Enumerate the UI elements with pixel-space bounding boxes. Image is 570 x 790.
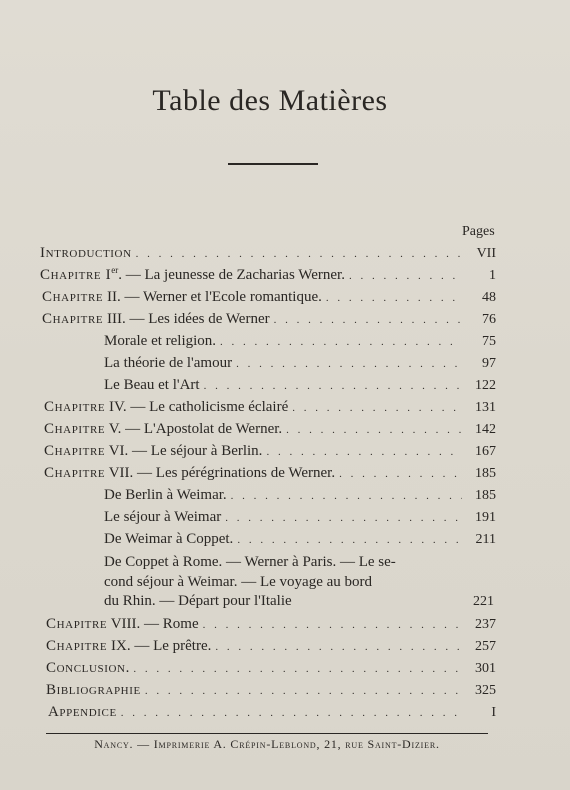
toc-entry-label [48,704,117,721]
toc-subentry [104,531,496,551]
toc-entry [44,443,496,463]
leader-dots [266,446,462,458]
toc-entry-text: Le séjour à Weimar [104,509,222,525]
pages-column-heading: Pages [462,224,495,239]
toc-entry-prefix: Chapitre [44,421,106,437]
toc-entry-prefix: Chapitre [42,311,104,327]
toc-entry-page: 76 [482,312,496,327]
toc-entry [40,245,496,265]
toc-entry-page: 237 [475,617,496,632]
toc-entry-text: . — La jeunesse de Zacharias Werner. [118,267,345,283]
toc-entry-label [44,465,335,482]
toc-line [104,592,494,612]
toc-line-text: du Rhin. — Départ pour l'Italie [104,593,292,609]
toc-entry-prefix: Chapitre [46,616,108,632]
toc-entry-page: 185 [475,466,496,481]
toc-line-text: cond séjour à Weimar. — Le voyage au bord [104,573,373,590]
toc-entry-page: 185 [475,488,496,503]
toc-entry [42,289,496,309]
toc-entry-text: Le Beau et l'Art [104,377,200,393]
toc-entry-page: 122 [475,378,496,393]
toc-entry-text: VIII. — Rome [107,616,199,632]
toc-entry-page: 325 [475,683,496,698]
toc-entry-prefix: Introduction [40,245,132,261]
toc-entry-text: De Berlin à Weimar. [104,487,227,503]
toc-line-text: De Coppet à Rome. — Werner à Paris. — Le se- [104,554,396,570]
toc-entry-sup: er [111,265,119,275]
leader-dots [349,270,462,282]
toc-entry-page: 257 [475,639,496,654]
toc-subentry [104,509,496,529]
toc-entry-text: VII. — Les pérégrinations de Werner. [105,465,336,481]
toc-entry-text: De Weimar à Coppet. [104,531,234,547]
toc-entry [46,638,496,658]
toc-entry-label [40,245,132,262]
toc-entry-prefix: Chapitre [44,399,106,415]
leader-dots [203,619,462,631]
toc-entry-page: 301 [475,661,496,676]
toc-subentry [104,487,496,507]
toc-entry-page: 221 [473,594,494,609]
toc-entry-label [46,682,141,699]
toc-entry-prefix: Chapitre [42,289,104,305]
toc-entry [48,704,496,724]
toc-entry-label [44,399,288,416]
toc-subentry [104,377,496,397]
toc-entry [44,399,496,419]
toc-entry-label [44,443,262,460]
toc-entry-prefix: Chapitre [44,465,106,481]
leader-dots [133,663,462,675]
toc-entry-text: . [125,660,130,676]
toc-entry-label [46,616,199,633]
leader-dots [136,248,462,260]
toc-subentry [104,333,496,353]
leader-dots [220,336,462,348]
toc-subentry-multiline [104,553,494,612]
toc-entry [44,421,496,441]
toc-entry-text: IV. — Le catholicisme éclairé [105,399,289,415]
page-title: Table des Matières [152,84,388,117]
leader-dots [145,685,462,697]
toc-entry-label [46,638,211,655]
leader-dots [215,641,462,653]
toc-entry-page: 75 [482,334,496,349]
toc-entry-label [42,311,270,328]
toc-entry-prefix: Conclusion [46,660,126,676]
toc-entry-prefix: Chapitre [44,443,106,459]
toc-entry-prefix: Chapitre I [40,267,112,283]
toc-entry-label [44,421,282,438]
leader-dots [231,490,462,502]
toc-entry-page: VII [476,246,496,261]
toc-entry-page: 131 [475,400,496,415]
toc-entry-prefix: Appendice [48,704,117,720]
toc-entry-label [46,660,129,677]
title-rule [228,163,318,165]
toc-entry [40,267,496,287]
leader-dots [286,424,462,436]
leader-dots [236,358,462,370]
toc-entry-text: La théorie de l'amour [104,355,233,371]
toc-entry-text: V. — L'Apostolat de Werner. [105,421,283,437]
toc-entry [46,616,496,636]
toc-entry-page: 191 [475,510,496,525]
toc-entry-text: Morale et religion. [104,333,217,349]
leader-dots [237,534,462,546]
toc-entry-page: 48 [482,290,496,305]
leader-dots [274,314,462,326]
toc-entry-prefix: Bibliographie [46,682,141,698]
printer-imprint: Nancy. — Imprimerie A. Crépin-Leblond, 21, rue Saint-Dizier. [94,737,440,751]
toc-entry-page: 142 [475,422,496,437]
leader-dots [225,512,462,524]
toc-entry-text: VI. — Le séjour à Berlin. [105,443,263,459]
toc-entry [44,465,496,485]
toc-entry-prefix: Chapitre [46,638,108,654]
footer-rule [46,733,488,734]
toc-entry-page: 167 [475,444,496,459]
toc-line [104,573,494,593]
toc-entry-text: III. — Les idées de Werner [103,311,270,327]
toc-entry-page: 211 [475,532,496,547]
toc-entry [46,682,496,702]
toc-entry-page: I [491,705,496,720]
leader-dots [339,468,462,480]
leader-dots [292,402,462,414]
toc-line [104,553,494,573]
toc-entry-label [42,289,322,306]
leader-dots [204,380,462,392]
toc-entry-text: II. — Werner et l'Ecole romantique. [103,289,322,305]
toc-entry-page: 1 [489,268,496,283]
toc-entry-page: 97 [482,356,496,371]
toc-entry-text: IX. — Le prêtre. [107,638,212,654]
toc-entry-label [40,267,345,284]
toc-entry [46,660,496,680]
toc-entry [42,311,496,331]
leader-dots [121,707,462,719]
toc-subentry [104,355,496,375]
leader-dots [326,292,462,304]
